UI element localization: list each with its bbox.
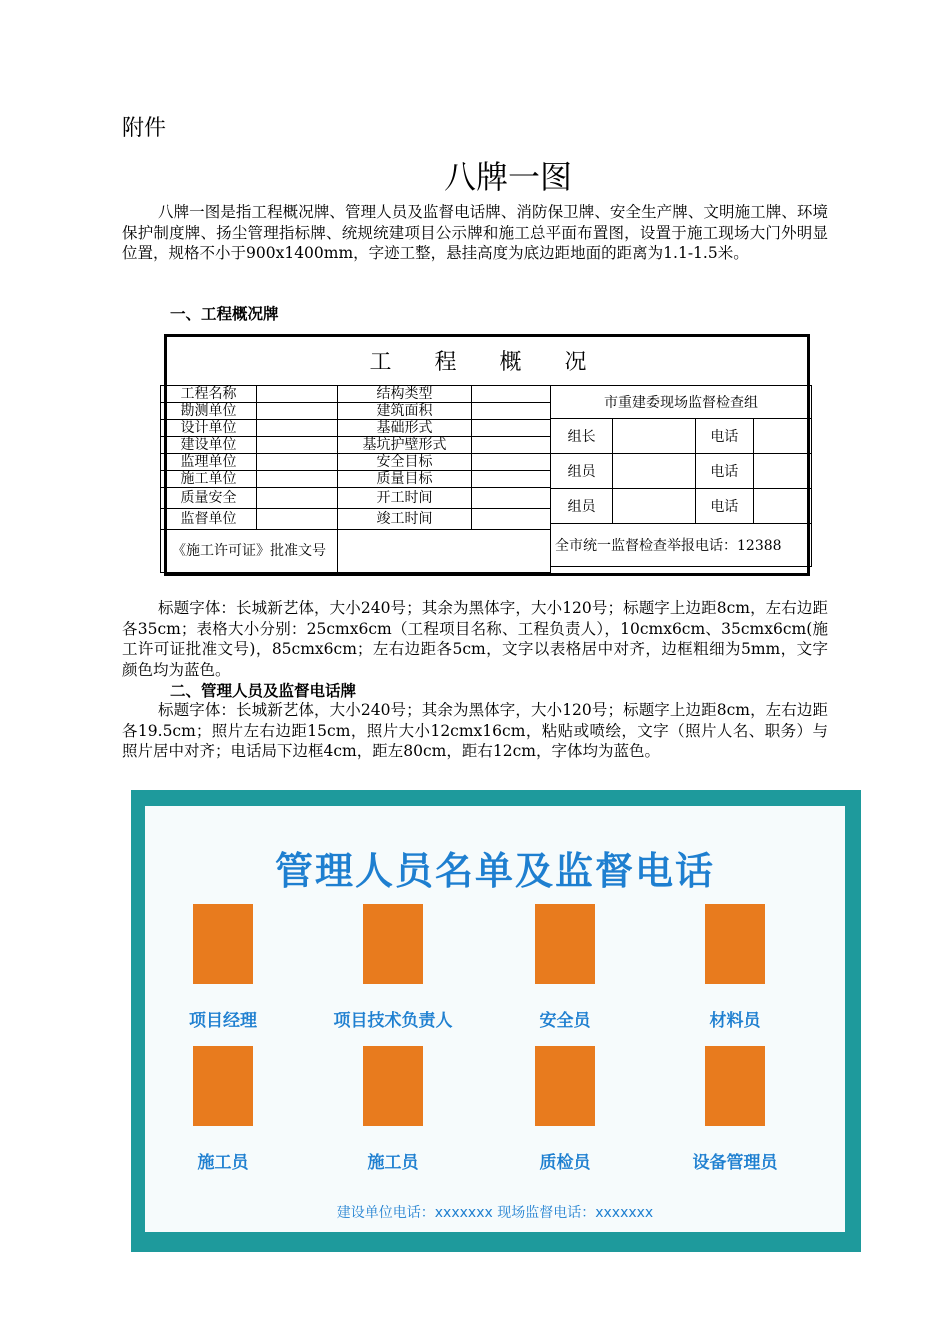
table-cell: 勘测单位 — [161, 403, 257, 420]
section1-description: 标题字体：长城新艺体，大小240号；其余为黑体字，大小120号；标题字上边距8cm，左右边距各35cm；表格大小分别：25cmx6cm（工程项目名称、工程负责人），10cmx6cm、35cmx6cm(施工许可证批准文号)，85cmx6cm；左右边距各5cm，文字以表格居中对齐，边框粗细为5mm，文字颜色均为蓝色。 — [122, 599, 828, 679]
table-cell — [613, 419, 696, 454]
table-cell — [257, 488, 338, 509]
photo-placeholder — [705, 904, 765, 984]
table-cell: 监理单位 — [161, 454, 257, 471]
sign-title: 管理人员名单及监督电话 — [274, 849, 715, 893]
intro-paragraph: 八牌一图是指工程概况牌、管理人员及监督电话牌、消防保卫牌、安全生产牌、文明施工牌、环境保护制度牌、扬尘管理指标牌、统规统建项目公示牌和施工总平面布置图，设置于施工现场大门外明显位置，规格不小于900x1400mm，字迹工整，悬挂高度为底边距地面的距离为1.1-1.5米。 — [122, 203, 828, 262]
table-cell: 组员 — [551, 454, 613, 489]
table-cell: 安全目标 — [338, 454, 472, 471]
table-cell — [257, 454, 338, 471]
role-label: 施工员 — [367, 1153, 419, 1173]
role-label: 安全员 — [539, 1011, 591, 1031]
table-cell: 建筑面积 — [338, 403, 472, 420]
section2-heading: 二、管理人员及监督电话牌 — [170, 682, 357, 700]
table-cell — [257, 403, 338, 420]
role-label: 质检员 — [539, 1153, 591, 1173]
table-cell: 开工时间 — [338, 488, 472, 509]
table-cell — [257, 509, 338, 530]
table-cell — [257, 386, 338, 403]
photo-placeholder — [535, 904, 595, 984]
table-row — [161, 420, 551, 437]
table-row — [161, 471, 551, 488]
table-cell — [472, 471, 551, 488]
section1-heading: 一、工程概况牌 — [170, 305, 279, 323]
table-cell: 建设单位 — [161, 437, 257, 454]
table-row — [161, 403, 551, 420]
table-cell — [753, 419, 811, 454]
permit-label-cell: 《施工许可证》批准文号 — [161, 530, 338, 573]
table-cell: 基础形式 — [338, 420, 472, 437]
managers-sign — [131, 790, 861, 1252]
table-cell: 电话 — [695, 489, 753, 524]
table-cell: 电话 — [695, 419, 753, 454]
table-cell: 组长 — [551, 419, 613, 454]
role-label: 施工员 — [197, 1153, 249, 1173]
photo-placeholder — [535, 1046, 595, 1126]
table-cell: 质量安全 — [161, 488, 257, 509]
project-overview-sign — [160, 324, 816, 586]
role-label: 设备管理员 — [692, 1153, 778, 1173]
table-cell: 施工单位 — [161, 471, 257, 488]
phone-footer: 建设单位电话：xxxxxxx 现场监督电话：xxxxxxx — [336, 1205, 654, 1221]
table-row — [161, 530, 551, 573]
photo-placeholder — [193, 1046, 253, 1126]
section2-description: 标题字体：长城新艺体，大小240号；其余为黑体字，大小120号；标题字上边距8cm，左右边距各19.5cm；照片左右边距15cm，照片大小12cmx16cm，粘贴或喷绘，文字（照片人名、职务）与照片居中对齐；电话局下边框4cm，距左80cm，距右12cm，字体均为蓝色。 — [122, 701, 828, 760]
table-cell: 监督单位 — [161, 509, 257, 530]
table-cell — [472, 454, 551, 471]
table-cell — [472, 437, 551, 454]
table-cell — [472, 509, 551, 530]
table-row — [161, 509, 551, 530]
role-label: 项目技术负责人 — [333, 1011, 453, 1031]
table-cell — [753, 489, 811, 524]
table-cell: 质量目标 — [338, 471, 472, 488]
hotline-cell: 全市统一监督检查举报电话：12388 — [551, 524, 812, 567]
table-row — [161, 488, 551, 509]
table-cell: 竣工时间 — [338, 509, 472, 530]
table-cell — [753, 454, 811, 489]
table-cell — [472, 488, 551, 509]
attachment-label: 附件 — [122, 116, 167, 141]
table-cell — [472, 403, 551, 420]
table-cell — [257, 420, 338, 437]
role-label: 材料员 — [709, 1011, 761, 1031]
table-row — [161, 437, 551, 454]
table-cell — [338, 530, 551, 573]
role-label: 项目经理 — [189, 1011, 257, 1031]
table-cell — [613, 454, 696, 489]
photo-placeholder — [363, 1046, 423, 1126]
photo-placeholder — [193, 904, 253, 984]
overview-right-table — [550, 385, 812, 567]
table-cell — [257, 437, 338, 454]
document-title: 八牌一图 — [443, 158, 572, 196]
table-cell: 工程名称 — [161, 386, 257, 403]
photo-placeholder — [363, 904, 423, 984]
table-cell: 组员 — [551, 489, 613, 524]
sign-panel — [145, 806, 845, 1232]
table-cell: 设计单位 — [161, 420, 257, 437]
table-cell — [257, 471, 338, 488]
table-cell: 基坑护壁形式 — [338, 437, 472, 454]
table-cell — [472, 386, 551, 403]
overview-left-table — [160, 385, 551, 573]
sign-title: 工 程 概 况 — [369, 350, 605, 375]
table-cell: 电话 — [695, 454, 753, 489]
table-cell: 结构类型 — [338, 386, 472, 403]
table-row — [161, 454, 551, 471]
table-cell — [472, 420, 551, 437]
table-row — [161, 386, 551, 403]
photo-placeholder — [705, 1046, 765, 1126]
table-cell — [613, 489, 696, 524]
inspection-group-header: 市重建委现场监督检查组 — [551, 386, 812, 419]
